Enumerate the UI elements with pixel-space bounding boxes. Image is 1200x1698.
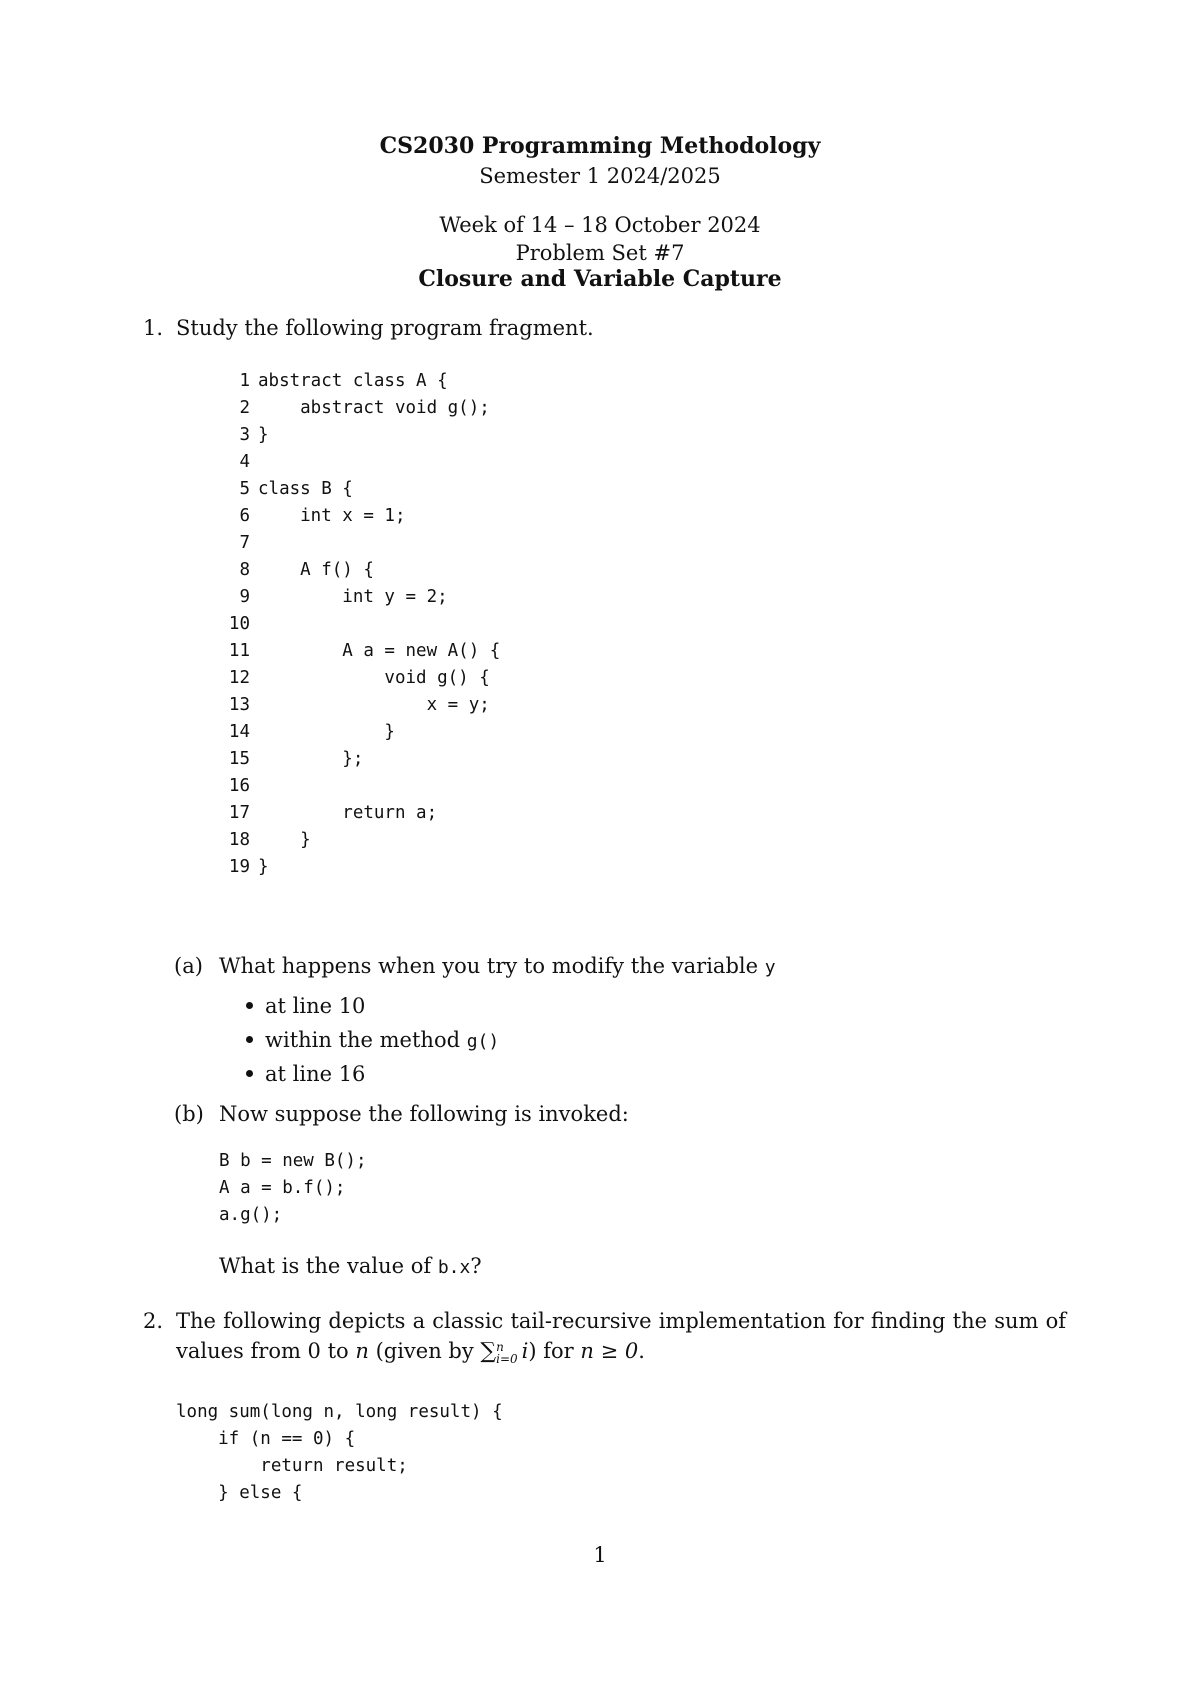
bullet-icon <box>246 1002 253 1009</box>
part-a-question: What happens when you try to modify the variable y <box>219 954 776 978</box>
code-line: 10 <box>228 614 250 634</box>
code-line: 13 x = y; <box>228 695 490 715</box>
code-line: 16 <box>228 776 250 796</box>
q1-prompt: Study the following program fragment. <box>176 316 594 340</box>
code-line: 14 } <box>228 722 395 742</box>
code-line: a.g(); <box>219 1205 283 1225</box>
bullet-icon <box>246 1036 253 1043</box>
code-line: } else { <box>176 1483 303 1503</box>
q1-code-block <box>220 368 820 908</box>
topic-title: Closure and Variable Capture <box>418 266 782 292</box>
code-line: if (n == 0) { <box>176 1429 356 1449</box>
code-line: B b = new B(); <box>219 1151 367 1171</box>
bullet-item: within the method g() <box>246 1026 499 1056</box>
part-b-label: (b) <box>174 1102 204 1126</box>
code-line: 17 return a; <box>228 803 438 823</box>
summation-symbol: ∑ <box>480 1339 497 1364</box>
bullet-icon <box>246 1070 253 1077</box>
part-b-question: Now suppose the following is invoked: <box>219 1102 629 1126</box>
code-line: 3 } <box>239 425 269 445</box>
code-line: 5 class B { <box>239 479 353 499</box>
code-line: 8 A f() { <box>239 560 374 580</box>
page-number: 1 <box>593 1543 607 1567</box>
code-line: 9 int y = 2; <box>239 587 448 607</box>
code-line: 11 A a = new A() { <box>228 641 501 661</box>
part-b-value-question: What is the value of b.x? <box>219 1254 482 1278</box>
code-line: 18 } <box>228 830 311 850</box>
q2-code-block <box>176 1399 776 1519</box>
code-line: 7 <box>239 533 250 553</box>
week-range: Week of 14 – 18 October 2024 <box>439 213 761 237</box>
bullet-item: at line 10 <box>246 992 365 1021</box>
part-a-label: (a) <box>174 954 203 978</box>
code-line: 12 void g() { <box>228 668 490 688</box>
q1-number: 1. <box>143 316 164 340</box>
code-line: 4 <box>239 452 250 472</box>
part-b-code-block <box>219 1148 619 1238</box>
code-line: return result; <box>176 1456 408 1476</box>
q2-number: 2. <box>143 1309 164 1333</box>
code-line: long sum(long n, long result) { <box>176 1402 503 1422</box>
code-line: 6 int x = 1; <box>239 506 406 526</box>
code-line: 19 } <box>228 857 269 877</box>
code-line: 15 }; <box>228 749 364 769</box>
code-line: A a = b.f(); <box>219 1178 346 1198</box>
code-line: 2 abstract void g(); <box>239 398 490 418</box>
problem-set-number: Problem Set #7 <box>515 241 685 265</box>
course-title: CS2030 Programming Methodology <box>379 133 821 159</box>
bullet-item: at line 16 <box>246 1060 365 1089</box>
q2-line-1: The following depicts a classic tail-recursive implementation for finding the sum of <box>176 1309 1066 1333</box>
semester: Semester 1 2024/2025 <box>479 164 721 188</box>
code-line: 1 abstract class A { <box>239 371 448 391</box>
q2-line-2: values from 0 to n (given by ∑ n i=0 i) for n ≥ 0. <box>176 1339 645 1366</box>
